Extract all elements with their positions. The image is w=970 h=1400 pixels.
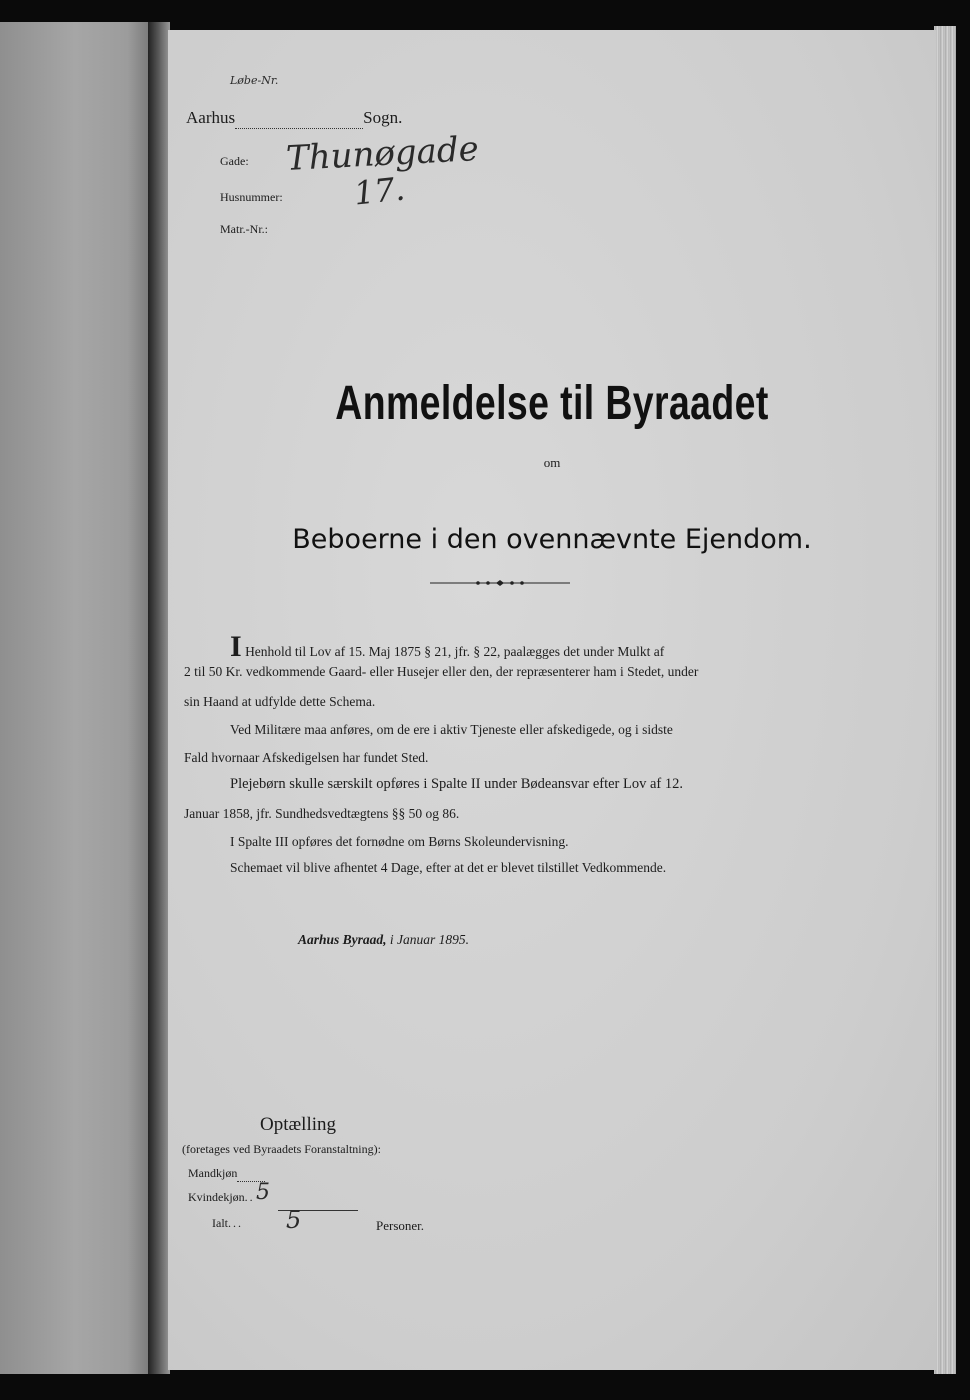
matr-label: Matr.-Nr.:: [220, 222, 268, 236]
paragraph-5-line-1: Schemaet vil blive afhentet 4 Dage, efter at det er blevet tilstillet Vedkommende.: [230, 860, 667, 875]
paragraph-1-line-2: 2 til 50 Kr. vedkommende Gaard- eller Husejer eller den, der repræsenterer ham i Stedet, under: [184, 664, 699, 679]
paragraph-3-line-2: Januar 1858, jfr. Sundhedsvedtægtens §§ 50 og 86.: [184, 806, 460, 821]
paragraph-1-line-3: sin Haand at udfylde dette Schema.: [184, 694, 376, 709]
page-edges: [934, 26, 956, 1374]
husnummer-value: 17.: [352, 169, 407, 213]
personer-label: Personer.: [376, 1218, 425, 1233]
aarhus-label: Aarhus: [186, 108, 236, 127]
drop-cap: I: [230, 630, 242, 663]
kvindekjon-value: 5: [256, 1180, 270, 1205]
ialt-label: Ialt: [212, 1216, 228, 1230]
sogn-label: Sogn.: [363, 108, 403, 127]
paragraph-2-line-1: Ved Militære maa anføres, om de ere i aktiv Tjeneste eller afskedigede, og i sidste: [230, 722, 673, 737]
paragraph-1-text: Henhold til Lov af 15. Maj 1875 § 21, jfr. § 22, paalægges det under Mulkt af: [245, 644, 665, 659]
ornament-dot: [476, 581, 480, 585]
ornament-divider: [430, 578, 570, 588]
gade-value: Thunøgade: [285, 128, 480, 180]
signature-line: [298, 932, 469, 948]
left-page: [0, 22, 150, 1374]
kvindekjon-field: Kvindekjøn..: [188, 1190, 255, 1204]
count-title: Optælling: [260, 1114, 337, 1135]
paragraph-3-line-1: Plejebørn skulle særskilt opføres i Spalte II under Bødeansvar efter Lov af 12.: [230, 776, 684, 792]
paragraph-1-line-1: [230, 632, 664, 662]
ialt-value: 5: [286, 1206, 302, 1234]
document-page: [168, 30, 936, 1370]
title-connector: om: [543, 455, 561, 470]
count-subtitle: (foretages ved Byraadets Foranstaltning):: [182, 1142, 381, 1156]
aarhus-sogn-field: [186, 108, 402, 129]
book-spine: [148, 22, 170, 1374]
kvindekjon-label: Kvindekjøn: [188, 1190, 245, 1204]
husnummer-label: Husnummer:: [220, 190, 283, 204]
ialt-field: Ialt...: [212, 1216, 243, 1230]
mandkjon-field: [188, 1166, 265, 1182]
ornament-dot: [510, 581, 514, 585]
lobe-nr-label: Løbe-Nr.: [230, 74, 279, 87]
ornament-dot: [486, 581, 490, 585]
paragraph-4-line-1: I Spalte III opføres det fornødne om Børns Skoleundervisning.: [230, 834, 569, 849]
ornament-diamond: [496, 580, 504, 586]
signature-date: i Januar 1895.: [389, 932, 470, 947]
gade-label: Gade:: [220, 154, 249, 168]
ornament-dot: [520, 581, 524, 585]
page-subtitle: Beboerne i den ovennævnte Ejendom.: [292, 524, 812, 555]
paragraph-2-line-2: Fald hvornaar Afskedigelsen har fundet Sted.: [184, 750, 429, 765]
sogn-blank: [235, 108, 363, 129]
signature-org: Aarhus Byraad,: [298, 932, 387, 947]
mandkjon-label: Mandkjøn: [188, 1166, 238, 1180]
page-title: Anmeldelse til Byraadet: [335, 377, 769, 430]
